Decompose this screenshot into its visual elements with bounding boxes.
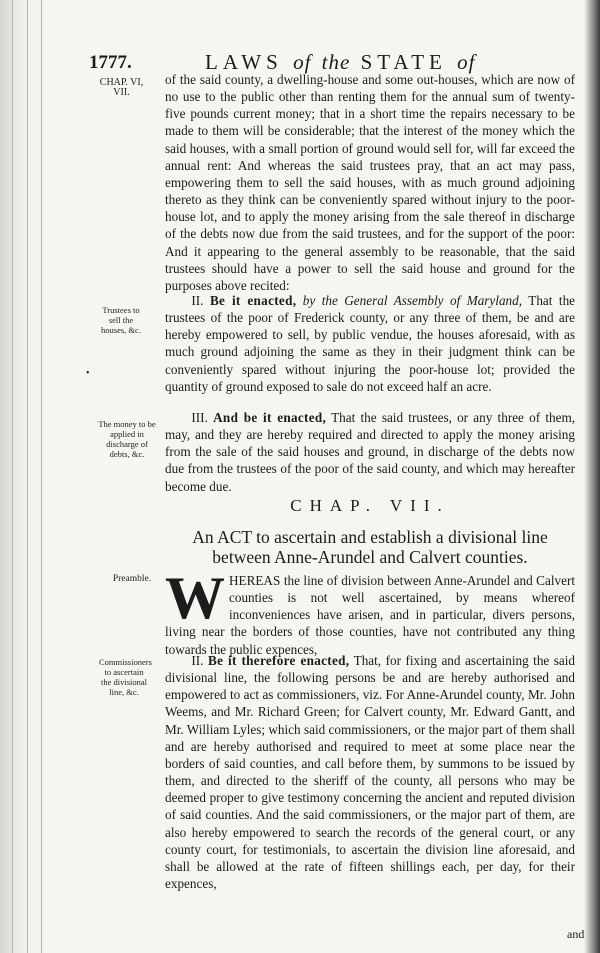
enacting-clause: Be it therefore enacted, <box>207 653 350 668</box>
enacting-clause: Be it enacted, <box>209 293 297 308</box>
section-number: II. <box>191 653 204 668</box>
enacting-authority: by the General Assembly of Maryland, <box>302 293 523 308</box>
book-gutter <box>0 0 50 953</box>
gutter-line <box>12 0 13 953</box>
running-title-state: STATE <box>360 50 447 74</box>
margin-note-trustees: Trustees to sell the houses, &c. <box>101 305 141 335</box>
preamble-paragraph <box>165 565 575 658</box>
gutter-line <box>27 0 28 953</box>
act-title: An ACT to ascertain and establish a divisional line between Anne-Arundel and Calvert counties. <box>192 527 548 567</box>
gutter-line <box>41 0 42 953</box>
page-year: 1777. <box>89 52 132 73</box>
section-ii <box>165 292 575 395</box>
margin-note-commissioners: Commissioners to ascertain the divisional line, &c. <box>99 657 152 697</box>
section-number: III. <box>191 410 208 425</box>
section-number: II. <box>191 293 204 308</box>
section-text: That the said trustees, or any three of them, may, and they are hereby required and directed to apply the money arising from the sale of the said houses and ground, in discharge of the debts now due from the trustees of the poor of the said county, and which may hereafter become due. <box>165 410 576 494</box>
margin-note-chap: CHAP. VI, VII. <box>99 77 144 98</box>
margin-note-money: The money to be applied in discharge of debts, &c. <box>98 419 156 459</box>
enacting-clause: And be it enacted, <box>213 410 327 425</box>
margin-note-preamble: Preamble. <box>112 574 152 584</box>
section-iii <box>165 409 575 495</box>
page-edge-shadow <box>584 0 600 953</box>
section-text: That, for fixing and ascertaining the said divisional line, the following persons be and are hereby authorised and empowered to act as commissioners, viz. For Anne-Arundel county, Mr. John Weems, and Mr. Richard Green; for Calvert county, Mr. Edward Gantt, and Mr. William Lyles; which said commissioners, or the major part of them shall and are hereby authorised and required to meet at some place near the borders of said counties, and call before them, by summons to be issued by them, and directed to the sheriff of the county, all persons who may be deemed proper to give testimony concerning the ancient and reputed division of said counties. And the said commissioners, or the major part of them, are also hereby empowered to search the records of the general court, or any county court, for testimonials, to ascertain the division line aforesaid, and shall be allowed at the rate of fifteen shillings each, per day, for their expences, <box>165 653 576 892</box>
catchword: and <box>567 927 585 941</box>
paragraph-preamble-continued: of the said county, a dwelling-house and some out-houses, which are now of no use to the public other than renting them for the annual sum of twenty-five pounds current money; that in a short time the repairs necessary to be made to them will be considerable; that the interest of the money which the said houses, with a small portion of ground would sell for, will far exceed the annual rent: And whereas the said trustees pray, that an act may pass, empowering them to sell the said houses, with as much ground adjoining thereto as they think can be conveniently spared without injury to the poor-house lot, and to apply the money arising from the sale thereof in discharge of the debts now due from the said trustees, and for the support of the poor: And it appearing to the general assembly to be reasonable, that the said trustees should have a power to sell the said house and ground for the purposes above recited: <box>165 72 575 293</box>
section-ii-commissioners <box>165 652 575 892</box>
running-title-the: the <box>321 50 351 74</box>
running-title-of-end: of <box>457 50 476 74</box>
drop-cap: W <box>165 565 225 631</box>
preamble-lead: HEREAS <box>229 573 281 588</box>
running-title-laws: LAWS <box>205 50 283 74</box>
running-title-of: of <box>293 50 312 74</box>
margin-mark: • <box>86 368 90 379</box>
section-text: That the trustees of the poor of Frederick county, or any three of them, be and are hereby empowered to sell, by public vendue, the houses aforesaid, with as much ground adjoining the same as they in their judgment think can be conveniently spared without injuring the poor-house lot; provided the quantity of ground exposed to sale do not exceed half an acre. <box>165 293 576 394</box>
preamble-text: the line of division between Anne-Arundel and Calvert counties is not well ascertained, by means whereof inconveniences have arisen, and in particular, divers persons, living near the borders of those counties, have not contributed any thing towards the public expences, <box>165 573 575 657</box>
chapter-heading: CHAP. VII. <box>290 496 450 515</box>
